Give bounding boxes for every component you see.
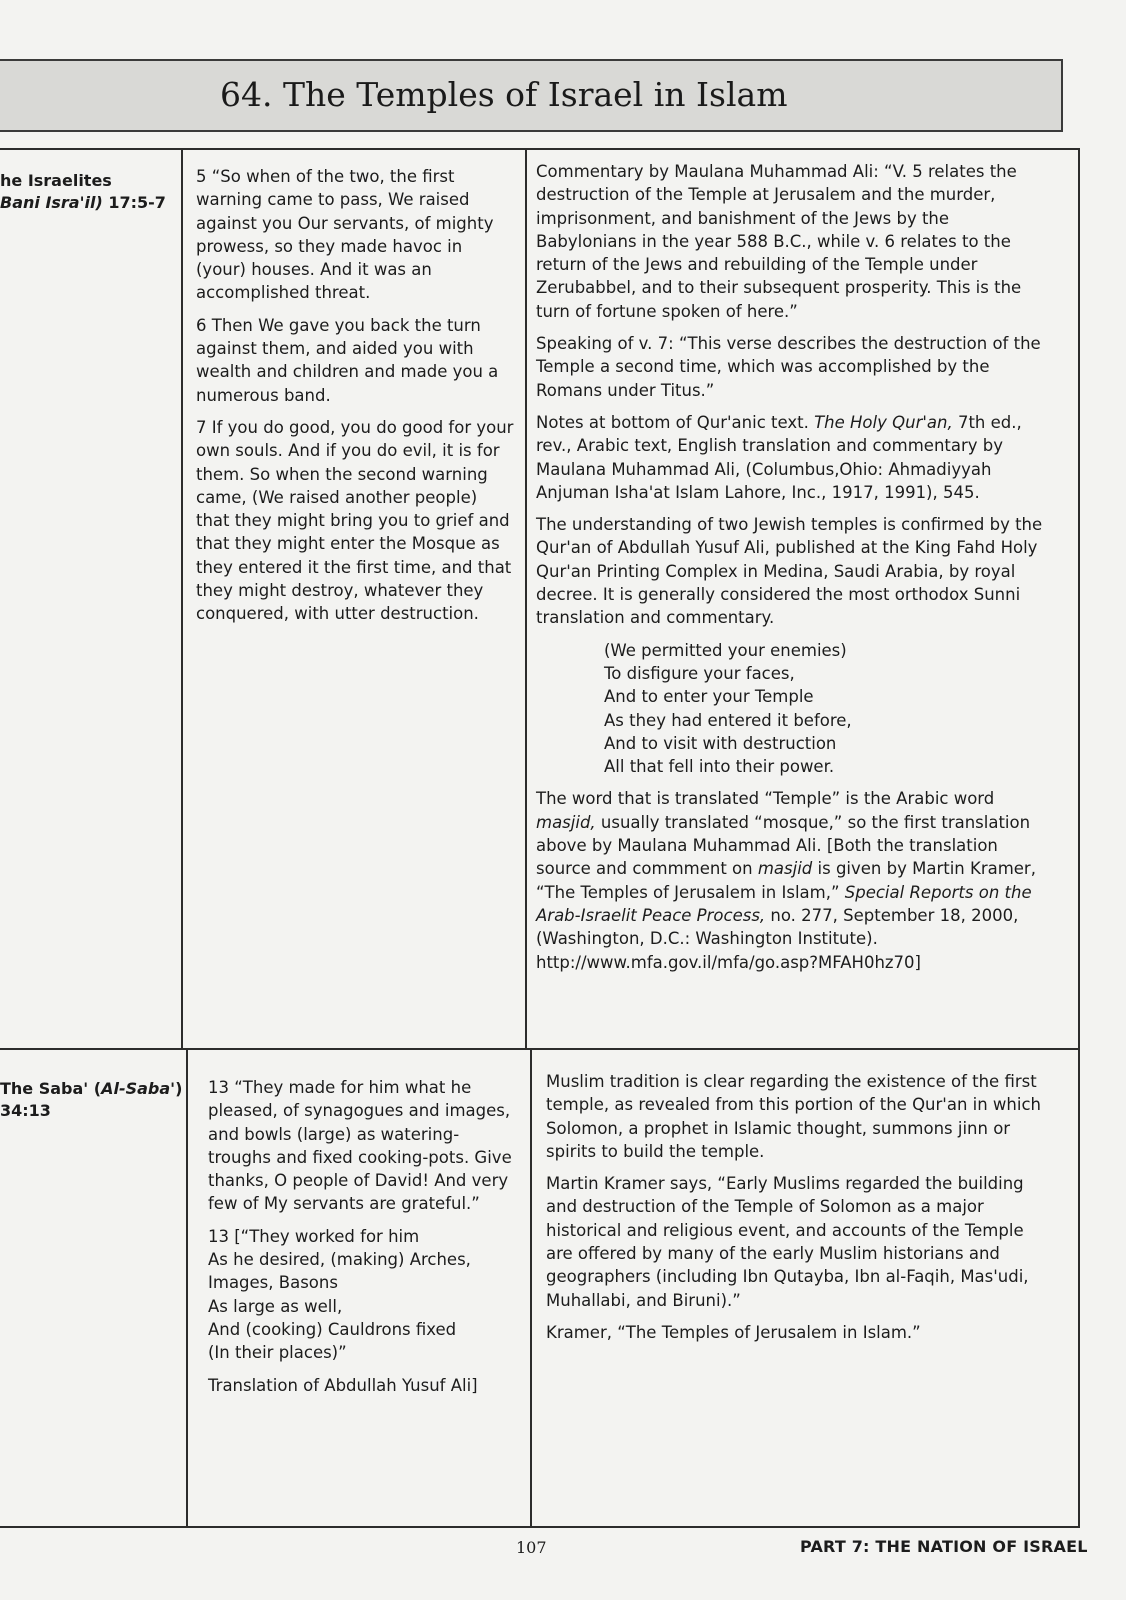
quote-line: All that fell into their power.	[604, 757, 835, 777]
row-divider	[0, 1048, 1078, 1050]
commentary-paragraph: The understanding of two Jewish temples is confirmed by the Qur'an of Abdullah Yusuf Ali, published at the King Fahd Holy Qur'an Printing Complex in Medina, Saudi Arabia, by royal decree. It is generally considered the most orthodox Sunni translation and commentary.	[536, 515, 1043, 628]
quote-line: (We permitted your enemies)	[604, 640, 847, 660]
verse-text	[208, 1225, 520, 1365]
reference-cell	[0, 170, 178, 214]
title-banner	[0, 59, 1063, 132]
citation-paragraph: Kramer, “The Temples of Jerusalem in Islam.”	[546, 1322, 921, 1342]
verse-cell	[208, 1076, 520, 1406]
reference-chapter: 34:13	[0, 1101, 51, 1120]
translation-credit: Translation of Abdullah Yusuf Ali]	[208, 1375, 478, 1395]
commentary-paragraph: Muslim tradition is clear regarding the existence of the first temple, as revealed from this portion of the Qur'an in which Solomon, a prophet in Islamic thought, summons jinn or spirits to build the temple.	[546, 1072, 1041, 1161]
verse-text: 7 If you do good, you do good for your own souls. And if you do evil, it is for them. So when the second warning came, (We raised another people) that they might bring you to grief and that they might enter the Mosque as they entered it the first time, and that they might destroy, whatever they conquered, with utter destruction.	[196, 417, 514, 624]
verse-text: 13 “They made for him what he pleased, of synagogues and images, and bowls (large) as watering-troughs and fixed cooking-pots. Give thanks, O people of David! And very few of My servants are grateful.”	[208, 1078, 512, 1214]
commentary-cell	[536, 160, 1046, 983]
verse-line: (In their places)”	[208, 1343, 347, 1363]
reference-cell	[0, 1078, 184, 1122]
column-divider	[186, 1050, 188, 1528]
commentary-paragraph: Speaking of v. 7: “This verse describes the destruction of the Temple a second time, which was accomplished by the Romans under Titus.”	[536, 334, 1041, 400]
verse-line: As he desired, (making) Arches,	[208, 1250, 471, 1270]
running-footer: PART 7: THE NATION OF ISRAEL	[800, 1537, 1088, 1556]
quote-line: And to visit with destruction	[604, 733, 837, 753]
commentary-paragraph: Martin Kramer says, “Early Muslims regarded the building and destruction of the Temple of Solomon as a major historical and religious event, and accounts of the Temple are offered by many of the early Muslim historians and geographers (including Ibn Qutayba, Ibn al-Faqih, Mas'udi, Muhallabi, and Biruni).”	[546, 1174, 1029, 1310]
commentary-cell	[546, 1070, 1046, 1353]
verse-line: Images, Basons	[208, 1273, 338, 1293]
page-number: 107	[516, 1538, 547, 1557]
column-divider	[525, 150, 527, 1050]
content-table	[0, 148, 1080, 1528]
verse-text: 6 Then We gave you back the turn against them, and aided you with wealth and children and made you a numerous band.	[196, 315, 499, 405]
commentary-paragraph: The word that is translated “Temple” is the Arabic word masjid, usually translated “mosque,” so the first translation above by Maulana Muhammad Ali. [Both the translation source and commment on masjid is given by Martin Kramer, “The Temples of Jerusalem in Islam,” Special Reports on the Arab-Israelit Peace Process, no. 277, September 18, 2000, (Washington, D.C.: Washington Institute). http://www.mfa.gov.il/mfa/go.asp?MFAH0hz70]	[536, 789, 1036, 972]
commentary-paragraph: Commentary by Maulana Muhammad Ali: “V. 5 relates the destruction of the Temple at Jerusalem and the murder, imprisonment, and banishment of the Jews by the Babylonians in the year 588 B.C., while v. 6 relates to the return of the Jews and rebuilding of the Temple under Zerubabbel, and to their subsequent prosperity. This is the turn of fortune spoken of here.”	[536, 162, 1022, 321]
quote-line: And to enter your Temple	[604, 687, 814, 707]
page-title: 64. The Temples of Israel in Islam	[220, 75, 788, 114]
column-divider	[530, 1050, 532, 1528]
reference-book: he Israelites	[0, 171, 112, 190]
reference-chapter: Bani Isra'il) 17:5-7	[0, 193, 166, 212]
column-divider	[181, 150, 183, 1050]
verse-line: As large as well,	[208, 1296, 343, 1316]
quote-line: As they had entered it before,	[604, 710, 852, 730]
reference-book: The Saba' (Al-Saba')	[0, 1079, 183, 1098]
verse-line: 13 [“They worked for him	[208, 1226, 420, 1246]
verse-cell	[196, 165, 514, 635]
verse-line: And (cooking) Cauldrons fixed	[208, 1319, 457, 1339]
verse-text: 5 “So when of the two, the first warning came to pass, We raised against you Our servants, of mighty prowess, so they made havoc in (your) houses. And it was an accomplished threat.	[196, 167, 494, 303]
citation-paragraph: Notes at bottom of Qur'anic text. The Holy Qur'an, 7th ed., rev., Arabic text, English translation and commentary by Maulana Muhammad Ali, (Columbus,Ohio: Ahmadiyyah Anjuman Isha'at Islam Lahore, Inc., 1917, 1991), 545.	[536, 412, 1022, 502]
quoted-passage	[536, 639, 1046, 779]
quote-line: To disfigure your faces,	[604, 663, 795, 683]
